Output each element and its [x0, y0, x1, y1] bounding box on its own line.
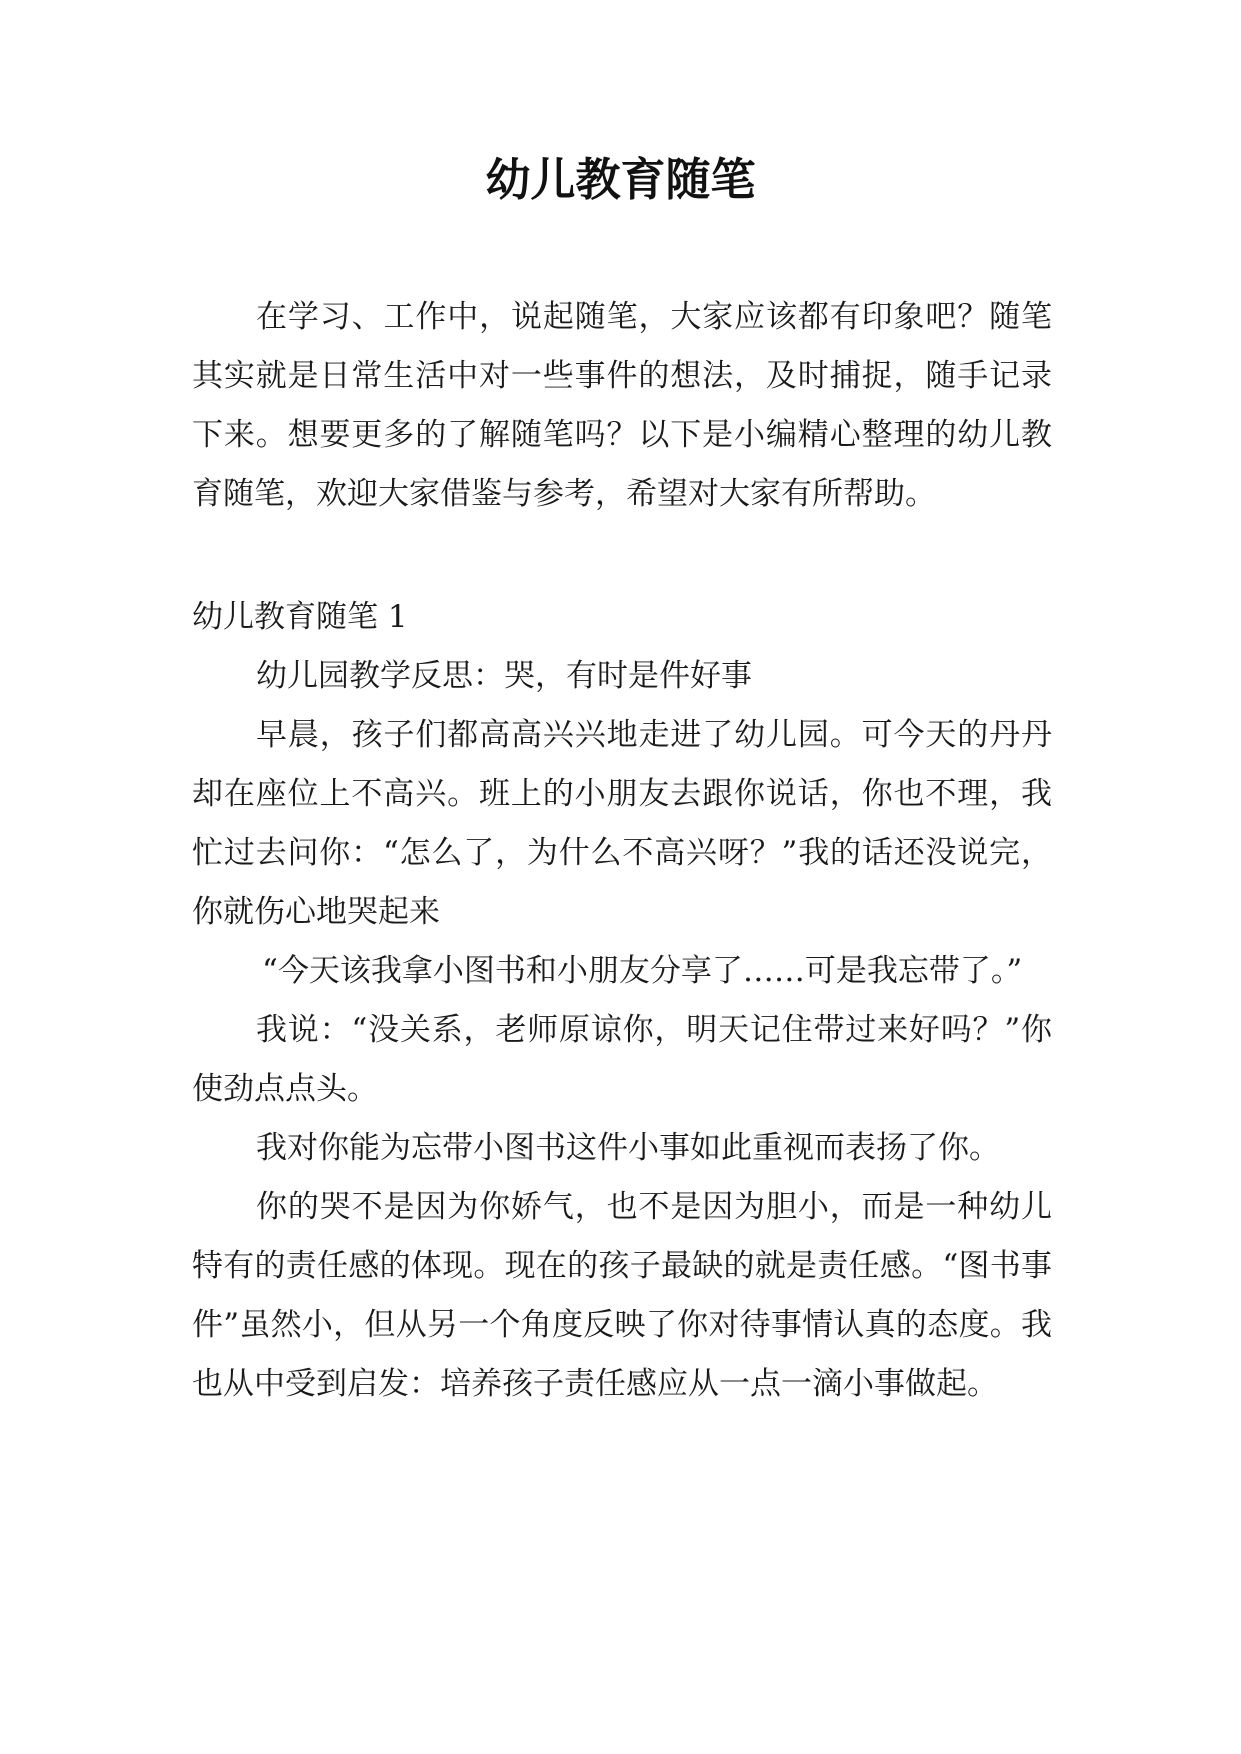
intro-paragraph: 在学习、工作中，说起随笔，大家应该都有印象吧？随笔其实就是日常生活中对一些事件的想法，及时捕捉，随手记录下来。想要更多的了解随笔吗？以下是小编精心整理的幼儿教育随笔，欢迎大家借鉴与参考，希望对大家有所帮助。	[192, 299, 1052, 512]
document-body	[192, 288, 1052, 1414]
body-paragraph: 我对你能为忘带小图书这件小事如此重视而表扬了你。	[256, 1130, 1000, 1166]
body-paragraph: 早晨，孩子们都高高兴兴地走进了幼儿园。可今天的丹丹却在座位上不高兴。班上的小朋友去跟你说话，你也不理，我忙过去问你：“怎么了，为什么不高兴呀？”我的话还没说完，你就伤心地哭起来	[192, 717, 1052, 930]
reflection-subtitle: 幼儿园教学反思：哭，有时是件好事	[256, 658, 752, 694]
body-paragraph: 我说：“没关系，老师原谅你，明天记住带过来好吗？”你使劲点点头。	[192, 1012, 1052, 1107]
body-paragraph: “今天该我拿小图书和小朋友分享了……可是我忘带了。”	[262, 953, 1023, 989]
document-title: 幼儿教育随笔	[485, 153, 756, 206]
body-paragraph: 你的哭不是因为你娇气，也不是因为胆小，而是一种幼儿特有的责任感的体现。现在的孩子最缺的就是责任感。“图书事件”虽然小，但从另一个角度反映了你对待事情认真的态度。我也从中受到启发：培养孩子责任感应从一点一滴小事做起。	[192, 1189, 1052, 1402]
section-heading: 幼儿教育随笔 1	[192, 599, 408, 635]
paragraph-spacer	[192, 524, 1052, 588]
